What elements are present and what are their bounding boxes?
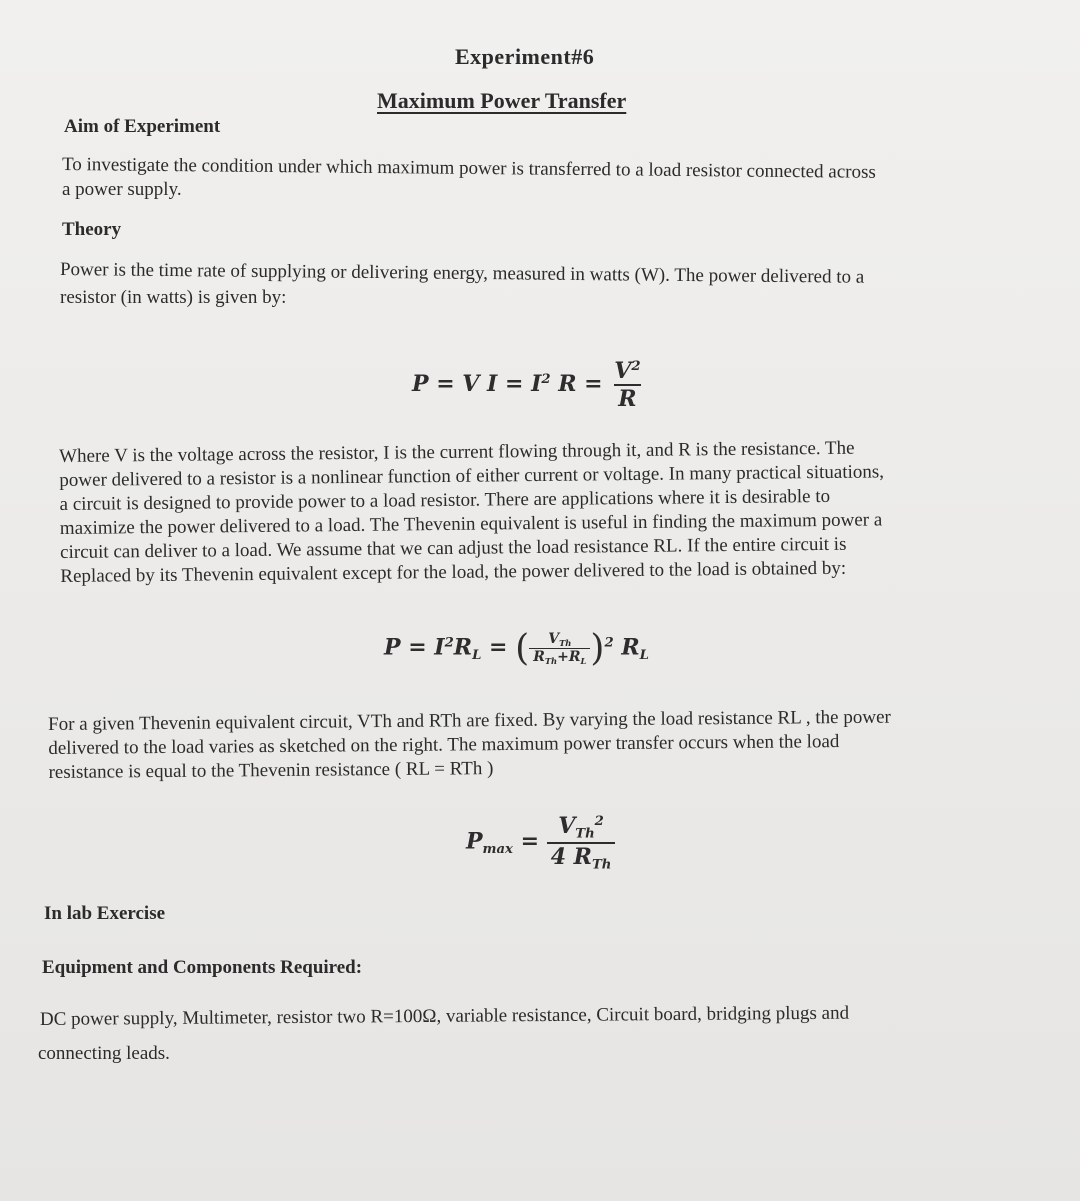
eq2-den-plus: +R xyxy=(557,649,581,665)
left-paren-icon: ( xyxy=(515,628,530,669)
para2-line: a circuit is designed to provide power to a load resistor. There are applications where it is desirable to xyxy=(59,485,831,515)
para2-line: circuit can deliver to a load. We assume that we can adjust the load resistance RL. If the entire circuit is xyxy=(60,533,847,563)
eq1-den: R xyxy=(614,384,640,412)
experiment-title: Experiment#6 xyxy=(455,44,595,69)
eq3-lhs-sub: max xyxy=(482,842,513,858)
para2-line: maximize the power delivered to a load. The Thevenin equivalent is useful in finding the maximum power a xyxy=(59,509,883,539)
eq2-tail-sub: L xyxy=(639,648,649,664)
theory-paragraph xyxy=(59,435,1030,589)
equipment-line-1: DC power supply, Multimeter, resistor two R=100Ω, variable resistance, Circuit board, bridging plugs and xyxy=(39,1002,850,1030)
eq1-exp: 2 xyxy=(541,372,551,388)
eq3-den-sub: Th xyxy=(591,857,612,873)
eq2-lhs: P = I xyxy=(384,634,445,661)
theory-line-2: resistor (in watts) is given by: xyxy=(60,287,287,308)
theory-heading: Theory xyxy=(62,219,122,240)
eq2-fraction xyxy=(529,631,590,666)
eq2-eq: = xyxy=(489,634,508,661)
eq3-fraction xyxy=(547,813,616,872)
eq2-num: V xyxy=(548,631,560,648)
eq1-mid: R = xyxy=(558,371,603,397)
eq3-num-exp: 2 xyxy=(594,814,604,830)
eq2-den-sub2: L xyxy=(580,655,587,666)
experiment-subtitle: Maximum Power Transfer xyxy=(377,88,627,113)
eq2-den-sub1: Th xyxy=(544,655,558,666)
para2-line: power delivered to a resistor is a nonlinear function of either current or voltage. In many practical situations, xyxy=(59,461,885,491)
theory-line-1: Power is the time rate of supplying or delivering energy, measured in watts (W). The power delivered to a xyxy=(59,259,865,288)
lab-heading: In lab Exercise xyxy=(44,903,166,924)
eq2-den-r: R xyxy=(533,649,545,665)
max-power-equation xyxy=(466,813,615,872)
load-power-equation xyxy=(384,628,649,669)
power-equation xyxy=(412,358,645,412)
right-paren-icon: ) xyxy=(590,628,605,669)
eq2-rl-sub: L xyxy=(472,648,482,664)
para2-line: Replaced by its Thevenin equivalent except for the load, the power delivered to the load is obtained by: xyxy=(60,557,847,587)
aim-heading: Aim of Experiment xyxy=(64,116,221,137)
para2-line: Where V is the voltage across the resistor, I is the current flowing through it, and R is the resistance. The xyxy=(59,437,855,467)
para3-line: resistance is equal to the Thevenin resistance ( RL = RTh ) xyxy=(48,758,494,783)
eq3-num-sub: Th xyxy=(575,826,595,842)
eq1-num: V xyxy=(614,358,632,384)
eq3-num: V xyxy=(558,813,576,839)
eq3-den: 4 R xyxy=(550,843,592,870)
eq1-lhs: P = V I = I xyxy=(412,371,542,397)
equipment-line-2: connecting leads. xyxy=(38,1043,170,1064)
para3-line: delivered to the load varies as sketched on the right. The maximum power transfer occurs when the load xyxy=(48,731,840,759)
equipment-heading: Equipment and Components Required: xyxy=(42,957,363,978)
eq2-outer-exp: 2 xyxy=(604,635,614,651)
eq2-tail: R xyxy=(621,634,640,661)
para3-line: For a given Thevenin equivalent circuit, VTh and RTh are fixed. By varying the load resistance RL , the power xyxy=(48,706,891,735)
eq1-fraction xyxy=(610,358,644,412)
eq2-rl: R xyxy=(453,634,473,661)
thevenin-paragraph xyxy=(48,704,1055,785)
eq3-eq: = xyxy=(520,828,540,855)
eq2-exp: 2 xyxy=(444,635,454,651)
aim-line-1: To investigate the condition under which maximum power is transferred to a load resistor connected across xyxy=(61,154,876,183)
eq2-num-sub: Th xyxy=(559,638,572,648)
aim-line-2: a power supply. xyxy=(62,179,182,200)
eq3-lhs: P xyxy=(466,828,483,855)
eq1-num-exp: 2 xyxy=(631,359,641,375)
